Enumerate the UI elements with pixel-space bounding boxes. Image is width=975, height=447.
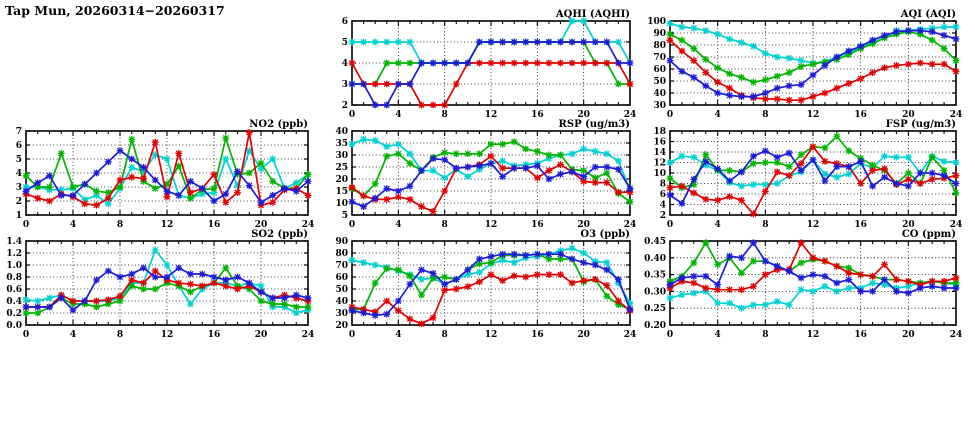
ytick-label: 4 xyxy=(341,59,348,69)
ytick-label: 20 xyxy=(335,175,348,185)
ytick-label: 50 xyxy=(653,77,666,87)
xtick-label: 4 xyxy=(714,110,721,120)
xtick-label: 12 xyxy=(484,330,498,340)
xtick-label: 24 xyxy=(949,330,963,340)
chart-aqhi xyxy=(326,6,644,120)
ytick-label: 60 xyxy=(335,273,348,283)
xtick-label: 8 xyxy=(116,330,124,340)
ytick-label: 4 xyxy=(659,200,666,211)
xtick-label: 12 xyxy=(160,330,174,340)
ytick-label: 30 xyxy=(653,101,666,111)
xtick-label: 8 xyxy=(762,110,769,120)
ytick-label: 0.0 xyxy=(6,321,22,331)
ytick-label: 40 xyxy=(653,89,666,99)
xtick-label: 20 xyxy=(577,220,590,230)
page-title: Tap Mun, 20260314−20260317 xyxy=(5,3,225,18)
ytick-label: 3 xyxy=(15,183,22,193)
ytick-label: 6 xyxy=(659,190,666,200)
ytick-label: 0.20 xyxy=(644,321,666,331)
xtick-label: 4 xyxy=(395,110,402,120)
xtick-label: 4 xyxy=(69,220,77,230)
ytick-label: 20 xyxy=(335,321,348,331)
green-series-markers xyxy=(349,251,634,313)
xtick-label: 0 xyxy=(22,330,30,340)
fsp-blue-series xyxy=(667,148,960,207)
xtick-label: 4 xyxy=(714,220,721,230)
ytick-label: 7 xyxy=(15,127,22,137)
so2-title: SO2 (ppb) xyxy=(251,229,308,240)
chart-rsp xyxy=(326,116,644,230)
ytick-label: 25 xyxy=(335,163,348,173)
xtick-label: 24 xyxy=(623,220,637,230)
xtick-label: 16 xyxy=(531,330,544,340)
ytick-label: 2 xyxy=(341,101,348,111)
ytick-label: 14 xyxy=(653,148,666,158)
xtick-label: 16 xyxy=(207,330,221,340)
chart-no2 xyxy=(0,116,322,230)
xtick-label: 8 xyxy=(441,220,448,230)
ytick-label: 70 xyxy=(653,53,666,63)
ytick-label: 1 xyxy=(15,211,22,221)
ytick-label: 100 xyxy=(647,17,666,27)
xtick-label: 8 xyxy=(762,220,769,230)
o3-green-series xyxy=(349,251,634,313)
ytick-label: 60 xyxy=(653,65,666,75)
ytick-label: 16 xyxy=(653,137,666,148)
xtick-label: 8 xyxy=(116,220,124,230)
ytick-label: 5 xyxy=(15,155,22,165)
ytick-label: 1.2 xyxy=(6,249,22,259)
ytick-label: 70 xyxy=(335,261,348,271)
ytick-label: 15 xyxy=(335,187,348,197)
xtick-label: 12 xyxy=(484,110,498,120)
ytick-label: 80 xyxy=(653,41,666,51)
xtick-label: 4 xyxy=(395,220,402,230)
xtick-label: 8 xyxy=(441,330,448,340)
xtick-label: 0 xyxy=(666,330,674,340)
xtick-label: 20 xyxy=(902,220,915,230)
ytick-label: 0.4 xyxy=(6,297,22,307)
ytick-label: 0.25 xyxy=(644,304,666,315)
ytick-label: 40 xyxy=(335,127,348,137)
co-title: CO (ppm) xyxy=(901,229,956,240)
xtick-label: 24 xyxy=(301,220,315,230)
aqi-red-series xyxy=(667,37,960,104)
xtick-label: 0 xyxy=(22,220,30,230)
xtick-label: 20 xyxy=(254,330,268,340)
fsp-title: FSP (ug/m3) xyxy=(885,119,956,130)
ytick-label: 10 xyxy=(335,199,348,209)
chart-o3 xyxy=(326,226,644,340)
xtick-label: 12 xyxy=(806,220,820,230)
xtick-label: 0 xyxy=(348,220,356,230)
red-series-markers xyxy=(667,37,960,104)
xtick-label: 4 xyxy=(69,330,77,340)
xtick-label: 12 xyxy=(806,330,820,340)
xtick-label: 20 xyxy=(577,110,590,120)
ytick-label: 40 xyxy=(335,297,348,307)
xtick-label: 0 xyxy=(666,110,674,120)
rsp-title: RSP (ug/m3) xyxy=(558,119,630,130)
xtick-label: 20 xyxy=(254,220,268,230)
xtick-label: 12 xyxy=(484,220,498,230)
ytick-label: 0.8 xyxy=(6,273,22,283)
ytick-label: 12 xyxy=(653,158,666,169)
chart-fsp xyxy=(644,116,970,230)
xtick-label: 24 xyxy=(301,330,315,340)
xtick-label: 0 xyxy=(348,110,356,120)
xtick-label: 24 xyxy=(949,220,963,230)
ytick-label: 8 xyxy=(659,179,666,190)
ytick-label: 90 xyxy=(335,237,348,247)
xtick-label: 12 xyxy=(806,110,820,120)
xtick-label: 4 xyxy=(714,330,721,340)
ytick-label: 18 xyxy=(653,127,666,137)
xtick-label: 20 xyxy=(577,330,590,340)
xtick-label: 24 xyxy=(623,110,637,120)
xtick-label: 16 xyxy=(854,110,867,120)
ytick-label: 6 xyxy=(341,17,348,27)
xtick-label: 20 xyxy=(902,110,915,120)
ytick-label: 0.40 xyxy=(644,253,666,264)
ytick-label: 1.0 xyxy=(6,261,22,271)
xtick-label: 16 xyxy=(531,220,544,230)
ytick-label: 0.6 xyxy=(6,285,22,295)
ytick-label: 0.35 xyxy=(644,270,666,281)
xtick-label: 8 xyxy=(441,110,448,120)
xtick-label: 16 xyxy=(854,220,867,230)
no2-title: NO2 (ppb) xyxy=(249,119,308,130)
ytick-label: 4 xyxy=(15,169,22,179)
ytick-label: 30 xyxy=(335,151,348,161)
aqi-title: AQI (AQI) xyxy=(900,9,956,20)
ytick-label: 5 xyxy=(341,211,348,221)
ytick-label: 3 xyxy=(341,80,348,90)
cyan-series-markers xyxy=(667,20,960,66)
ytick-label: 0.45 xyxy=(644,237,666,247)
ytick-label: 5 xyxy=(341,38,348,48)
o3-title: O3 (ppb) xyxy=(580,229,630,240)
xtick-label: 12 xyxy=(160,220,174,230)
ytick-label: 2 xyxy=(15,197,22,207)
ytick-label: 1.4 xyxy=(6,237,22,247)
xtick-label: 4 xyxy=(395,330,402,340)
xtick-label: 16 xyxy=(531,110,544,120)
xtick-label: 0 xyxy=(348,330,356,340)
ytick-label: 0.30 xyxy=(644,287,666,298)
chart-aqi xyxy=(644,6,970,120)
ytick-label: 10 xyxy=(653,169,666,179)
ytick-label: 80 xyxy=(335,249,348,259)
aqhi-title: AQHI (AQHI) xyxy=(555,9,630,20)
ytick-label: 0.2 xyxy=(6,309,22,319)
xtick-label: 0 xyxy=(666,220,674,230)
ytick-label: 90 xyxy=(653,29,666,39)
ytick-label: 2 xyxy=(659,211,666,221)
xtick-label: 24 xyxy=(623,330,637,340)
ytick-label: 35 xyxy=(335,139,348,149)
xtick-label: 16 xyxy=(854,330,867,340)
chart-so2 xyxy=(0,226,322,340)
xtick-label: 24 xyxy=(949,110,963,120)
ytick-label: 30 xyxy=(335,309,348,319)
ytick-label: 6 xyxy=(15,141,22,151)
xtick-label: 8 xyxy=(762,330,769,340)
xtick-label: 16 xyxy=(207,220,221,230)
ytick-label: 50 xyxy=(335,285,348,295)
aqi-cyan-series xyxy=(667,20,960,66)
xtick-label: 20 xyxy=(902,330,915,340)
chart-co xyxy=(644,226,970,340)
